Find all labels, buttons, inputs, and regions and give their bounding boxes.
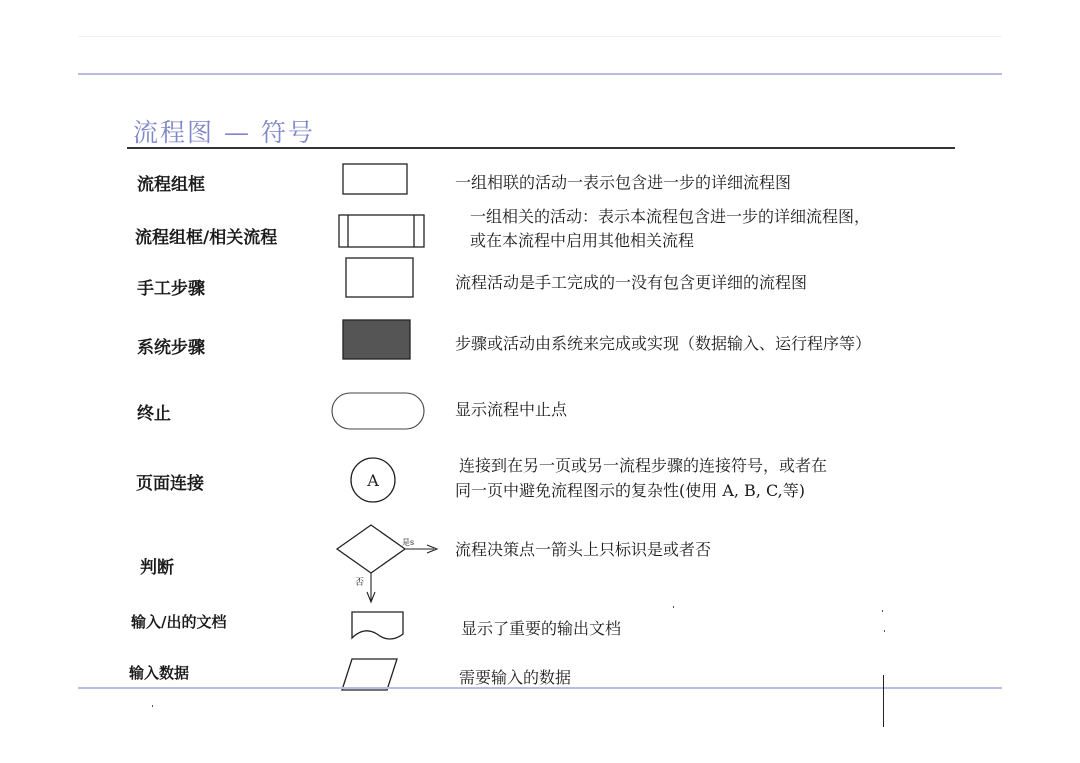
- stray-mark: [152, 705, 153, 707]
- row-label-decision: 判断: [140, 558, 174, 578]
- predefined-process-icon: [338, 214, 428, 250]
- row-label-system-step: 系统步骤: [137, 338, 205, 358]
- row-label-document: 输入/出的文档: [131, 613, 227, 631]
- terminator-icon: [331, 392, 427, 432]
- row-desc-page-connector-line2: 同一页中避免流程图示的复杂性(使用 A, B, C,等): [455, 481, 805, 500]
- top-rule: [78, 73, 1002, 75]
- row-label-terminator: 终止: [137, 404, 171, 424]
- row-desc-decision: 流程决策点一箭头上只标识是或者否: [455, 540, 712, 559]
- row-label-process-group: 流程组框: [137, 175, 205, 195]
- row-desc-process-group: 一组相联的活动一表示包含进一步的详细流程图: [455, 173, 792, 192]
- decision-yes-label: 是s: [402, 538, 415, 547]
- stray-mark: [884, 630, 885, 632]
- row-desc-related-process-line1: 一组相关的活动：表示本流程包含进一步的详细流程图，: [470, 207, 871, 226]
- connector-icon: [349, 456, 399, 506]
- row-label-manual-step: 手工步骤: [137, 279, 205, 299]
- row-desc-manual-step: 流程活动是手工完成的一没有包含更详细的流程图: [455, 273, 808, 292]
- stray-mark: [673, 606, 674, 608]
- row-label-related-process: 流程组框/相关流程: [135, 228, 278, 248]
- decision-no-label: 否: [355, 578, 365, 588]
- manual-step-icon: [345, 257, 415, 299]
- decision-icon: [334, 522, 444, 604]
- page-title: 流程图 — 符号: [133, 118, 315, 147]
- vertical-mark: [883, 675, 884, 727]
- system-step-icon: [342, 319, 412, 361]
- row-label-page-connector: 页面连接: [136, 474, 204, 494]
- row-label-data-input: 输入数据: [129, 664, 190, 682]
- row-desc-page-connector-line1: 连接到在另一页或另一流程步骤的连接符号，或者在: [459, 456, 828, 475]
- title-underline: [127, 147, 955, 149]
- row-desc-terminator: 显示流程中止点: [455, 400, 568, 419]
- document-icon: [350, 610, 406, 646]
- top-faint-line: [78, 36, 1002, 37]
- connector-label: A: [367, 471, 379, 490]
- bottom-rule: [78, 687, 1002, 689]
- row-desc-data-input: 需要输入的数据: [459, 668, 572, 687]
- row-desc-document: 显示了重要的输出文档: [461, 619, 622, 638]
- stray-mark: [882, 610, 883, 612]
- rectangle-icon: [342, 163, 410, 197]
- row-desc-related-process-line2: 或在本流程中启用其他相关流程: [470, 231, 695, 250]
- row-desc-system-step: 步骤或活动由系统来完成或实现（数据输入、运行程序等）: [455, 334, 872, 353]
